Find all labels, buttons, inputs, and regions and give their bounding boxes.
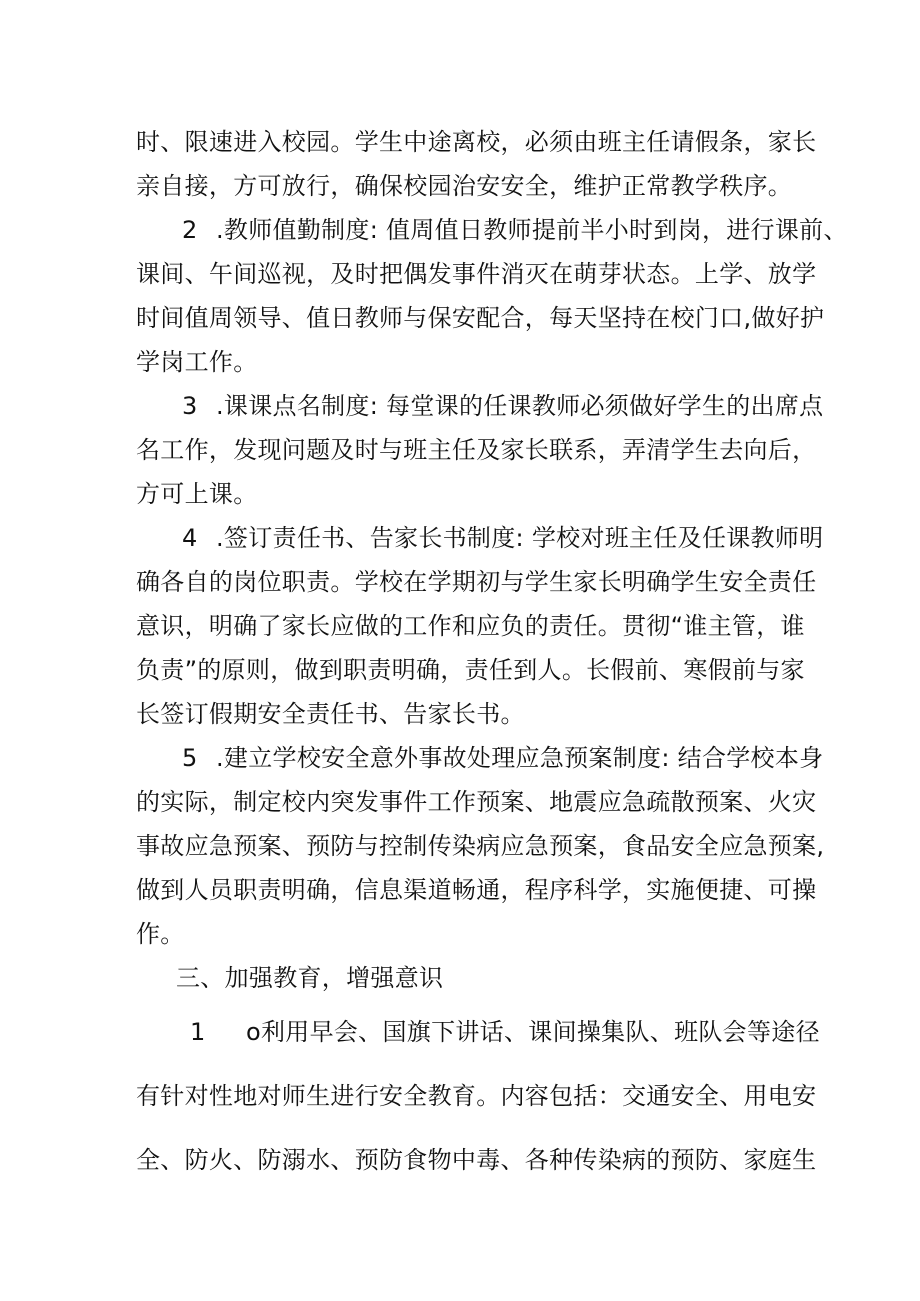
text-line: 作。 <box>136 920 185 948</box>
list-number: 4 <box>182 524 198 552</box>
text-line: .课课点名制度: 每堂课的任课教师必须做好学生的出席点 <box>216 392 824 420</box>
list-number: 1 <box>190 1018 206 1046</box>
text-line: 长签订假期安全责任书、告家长书。 <box>136 700 525 728</box>
list-item-5 <box>182 742 842 774</box>
text-line: 的实际，制定校内突发事件工作预案、地震应急疏散预案、火灾 <box>136 788 817 816</box>
list-item-1 <box>190 1016 850 1048</box>
text-line: 事故应急预案、预防与控制传染病应急预案，食品安全应急预案, <box>136 832 825 860</box>
text-line: 方可上课。 <box>136 480 258 508</box>
text-line: 做到人员职责明确，信息渠道畅通，程序科学，实施便捷、可操 <box>136 876 817 904</box>
text-line: 时、限速进入校园。学生中途离校，必须由班主任请假条，家长 <box>136 128 817 156</box>
text-line: .教师值勤制度: 值周值日教师提前半小时到岗，进行课前、 <box>216 216 848 244</box>
text-line: 亲自接，方可放行，确保校园治安安全，维护正常教学秩序。 <box>136 172 793 200</box>
text-line: 全、防火、防溺水、预防食物中毒、各种传染病的预防、家庭生 <box>136 1146 817 1174</box>
text-line: 确各自的岗位职责。学校在学期初与学生家长明确学生安全责任 <box>136 568 817 596</box>
list-number: 5 <box>182 744 198 772</box>
text-line: .签订责任书、告家长书制度: 学校对班主任及任课教师明 <box>216 524 824 552</box>
list-number: 2 <box>182 216 198 244</box>
list-number: 3 <box>182 392 198 420</box>
list-item-3 <box>182 390 842 422</box>
text-line: 有针对性地对师生进行安全教育。内容包括：交通安全、用电安 <box>136 1082 817 1110</box>
text-line: 名工作，发现问题及时与班主任及家长联系，弄清学生去向后， <box>136 436 817 464</box>
text-line: 负责”的原则，做到职责明确，责任到人。长假前、寒假前与家 <box>136 656 805 684</box>
text-line: 意识，明确了家长应做的工作和应负的责任。贯彻“谁主管，谁 <box>136 612 805 640</box>
text-line: 学岗工作。 <box>136 348 258 376</box>
text-line: .建立学校安全意外事故处理应急预案制度: 结合学校本身 <box>216 744 824 772</box>
list-item-4 <box>182 522 842 554</box>
text-line: o利用早会、国旗下讲话、课间操集队、班队会等途径 <box>246 1018 820 1046</box>
list-item-2 <box>182 214 848 246</box>
text-line: 课间、午间巡视，及时把偶发事件消灭在萌芽状态。上学、放学 <box>136 260 817 288</box>
text-line: 时间值周领导、值日教师与保安配合，每天坚持在校门口,做好护 <box>136 304 825 332</box>
section-heading: 三、加强教育，增强意识 <box>176 964 444 992</box>
